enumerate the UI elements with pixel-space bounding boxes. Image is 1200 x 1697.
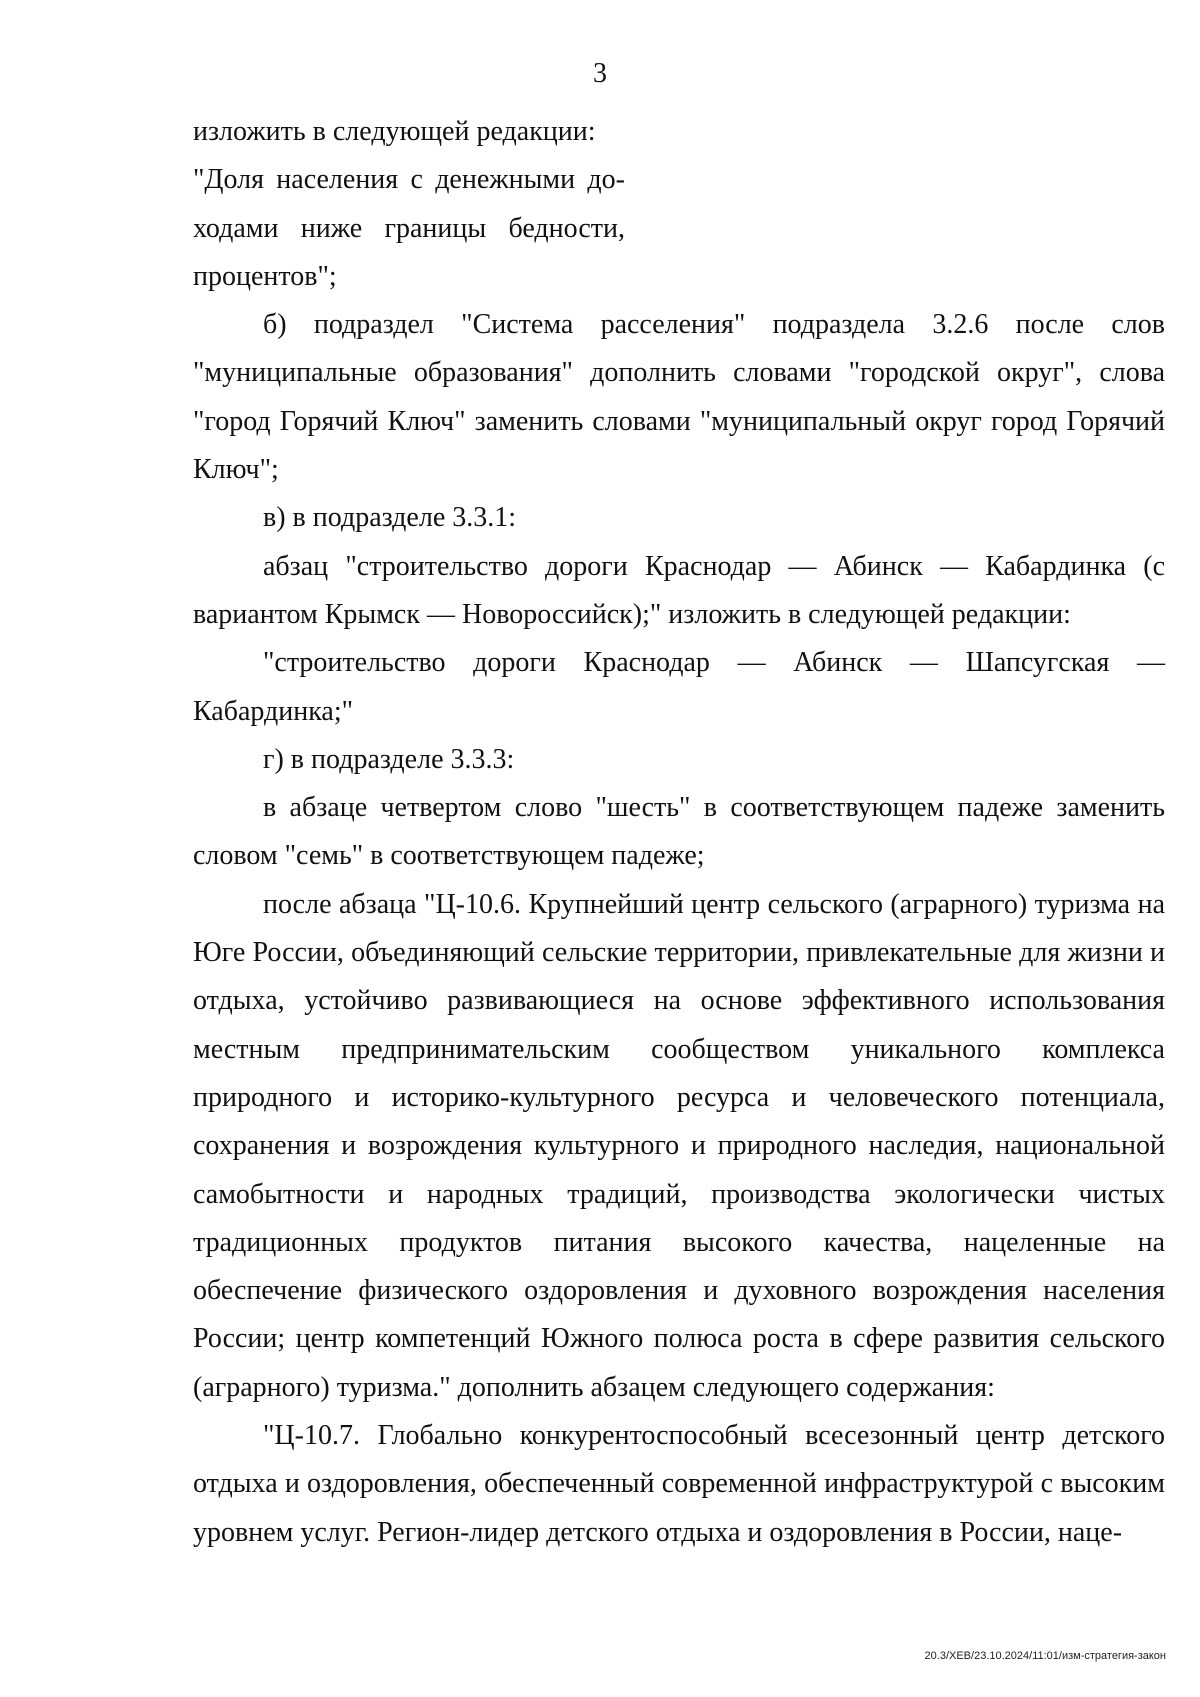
item-g-heading: г) в подразделе 3.3.3: <box>263 743 515 775</box>
document-body <box>193 108 1165 1557</box>
item-v-new-text: "строительство дороги Краснодар — Абинск — Шапсугская — Кабардинка;" <box>193 647 1165 727</box>
document-footer-code: 20.3/ХЕВ/23.10.2024/11:01/изм-стратегия-закон <box>924 1650 1166 1662</box>
item-v-paragraph: абзац "строительство дороги Краснодар — Абинск — Кабардинка (с вариантом Крымск — Новороссийск);" изложить в следующей редакции: <box>193 550 1165 630</box>
intro-paragraph: изложить в следующей редакции: <box>193 116 596 147</box>
item-g-paragraph: в абзаце четвертом слово "шесть" в соответствующем падеже заменить словом "семь" в соответствующем падеже; <box>193 792 1165 872</box>
indicator-quote <box>193 156 625 301</box>
item-b-paragraph: б) подраздел "Система расселения" подраздела 3.2.6 после слов "муниципальные образования" дополнить словами "городской округ", слова "город Горячий Ключ" заменить словами "муниципальный округ город Горячий Ключ"; <box>193 309 1165 486</box>
item-g-after-paragraph: после абзаца "Ц-10.6. Крупнейший центр сельского (аграрного) туризма на Юге России, объединяющий сельские территории, привлекательные для жизни и отдыха, устойчиво развивающиеся на основе эффективного использования местным предпринимательским сообществом уникального комплекса природного и историко-культурного ресурса и человеческого потенциала, сохранения и возрождения культурного и природного наследия, национальной самобытности и народных традиций, производства экологически чистых традиционных продуктов питания высокого качества, нацеленные на обеспечение физического оздоровления и духовного возрождения населения России; центр компетенций Южного полюса роста в сфере развития сельского (аграрного) туризма." дополнить абзацем следующего содержания: <box>193 888 1165 1403</box>
page-number: 3 <box>593 58 607 89</box>
item-g-new-text: "Ц-10.7. Глобально конкурентоспособный всесезонный центр детского отдыха и оздоровления, обеспеченный современной инфраструктурой с высоким уровнем услуг. Регион-лидер детского отдыха и оздоровления в России, наце- <box>193 1420 1165 1548</box>
item-v-heading: в) в подразделе 3.3.1: <box>263 502 517 534</box>
quote-line-3: процентов"; <box>193 260 337 292</box>
quote-line-2: ходами ниже границы бедности, <box>193 212 625 244</box>
quote-line-1: "Доля населения с денежными до- <box>193 164 625 196</box>
